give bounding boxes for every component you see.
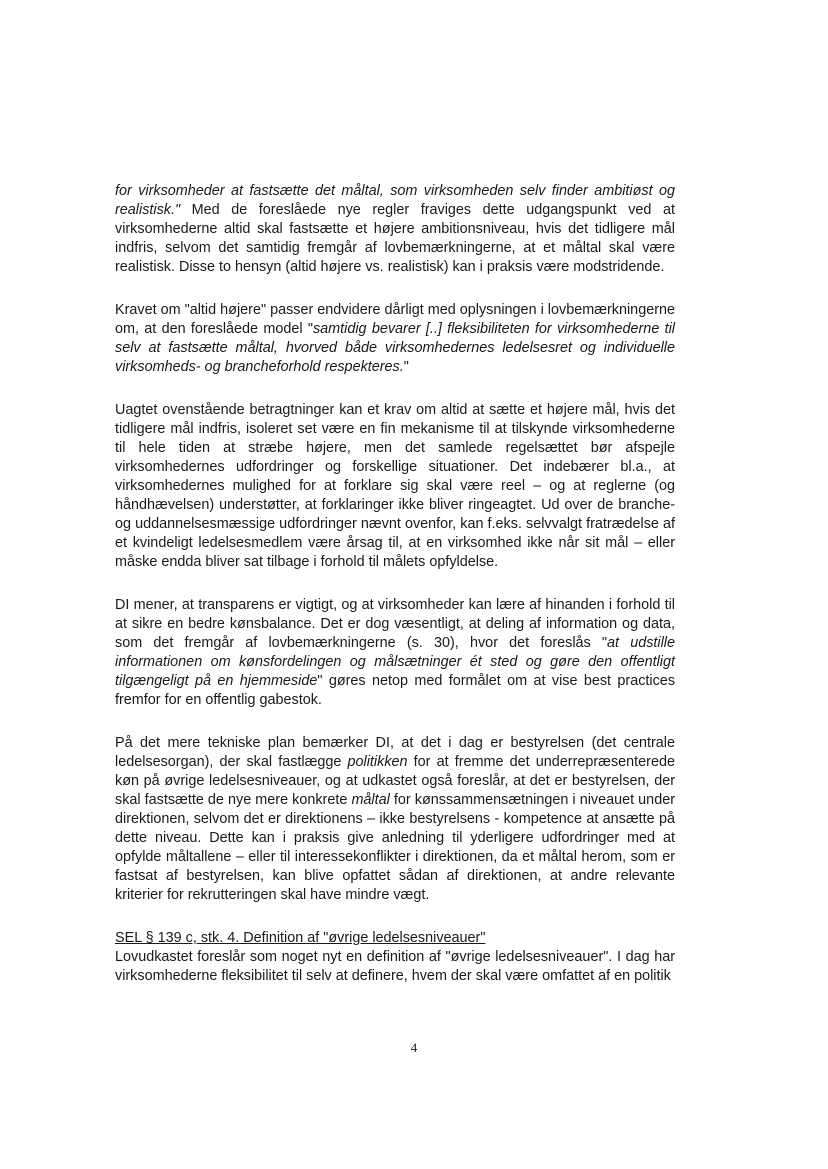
paragraph-1-text: Med de foreslåede nye regler fraviges dette udgangspunkt ved at virksomhederne altid skal fastsætte et højere ambitionsniveau, hvis det tidligere mål indfris, selvom det samtidig fremgår af lovbemærkningerne, at et måltal skal være realistisk. Disse to hensyn (altid højere vs. realistisk) kan i praksis være modstridende. bbox=[115, 202, 675, 275]
paragraph-4-italic-quote: at udstille informationen om kønsfordelingen og målsætninger ét sted og gøre den offentligt tilgængeligt på en hjemmeside bbox=[115, 635, 676, 689]
paragraph-5-italic-politikken: politikken bbox=[347, 754, 408, 770]
paragraph-2-italic-quote: samtidig bevarer [..] fleksibiliteten for virksomhederne til selv at fastsætte måltal, hvorved både virksomhedernes ledelsesret og individuelle virksomheds- og brancheforhold respekteres. bbox=[115, 321, 675, 375]
paragraph-5-text-c: for kønssammensætningen i niveauet under direktionen, selvom det er direktionens – ikke bestyrelsens - kompetence at ansætte på dette niveau. Dette kan i praksis give anledning til yderligere udfordringer med at opfylde måltallene – eller til interessekonflikter i direktionen, da et måltal herom, som er fastsat af bestyrelsen, kan blive opfattet sådan af direktionen, at andre relevante kriterier for rekrutteringen skal have mindre vægt. bbox=[115, 792, 675, 903]
paragraph-2 bbox=[115, 301, 675, 377]
paragraph-4 bbox=[115, 596, 675, 710]
paragraph-4-text-b: " gøres netop med formålet om at vise best practices fremfor for en offentlig gabestok. bbox=[115, 673, 676, 708]
section-heading: SEL § 139 c, stk. 4. Definition af "øvrige ledelsesniveauer" bbox=[115, 930, 486, 946]
section-paragraph: Lovudkastet foreslår som noget nyt en definition af "øvrige ledelsesniveauer". I dag har virksomhederne fleksibilitet til selv at definere, hvem der skal være omfattet af en politik bbox=[115, 949, 675, 984]
paragraph-3 bbox=[115, 401, 675, 572]
paragraph-5-text-b: for at fremme det underrepræsenterede køn på øvrige ledelsesniveauer, og at udkastet også foreslår, at det er bestyrelsen, der skal fastsætte de nye mere konkrete bbox=[115, 754, 675, 808]
document-body bbox=[115, 182, 675, 1010]
paragraph-2-text-b: " bbox=[403, 359, 409, 375]
paragraph-3-text: Uagtet ovenstående betragtninger kan et krav om altid at sætte et højere mål, hvis det tidligere mål indfris, isoleret set være en fin mekanisme til at tilskynde virksomhederne til hele tiden at stræbe højere, men det samlede regelsættet bør afspejle virksomhedernes udfordringer og forskellige situationer. Det indebærer bl.a., at virksomhedernes mulighed for at forklare sig skal være reel – og at reglerne (og håndhævelsen) understøtter, at forklaringer ikke bliver ringeagtet. Ud over de branche- og uddannelsesmæssige udfordringer nævnt ovenfor, kan f.eks. selvvalgt fratrædelse af et kvindeligt ledelsesmedlem være årsag til, at en virksomhed ikke når sit mål – eller måske endda bliver sat tilbage i forhold til målets opfyldelse. bbox=[115, 402, 675, 570]
paragraph-1-italic-quote: for virksomheder at fastsætte det måltal, som virksomheden selv finder ambitiøst og realistisk." bbox=[115, 183, 675, 218]
paragraph-5-text-a: På det mere tekniske plan bemærker DI, at det i dag er bestyrelsen (det centrale ledelsesorgan), der skal fastlægge bbox=[115, 735, 675, 770]
page-number: 4 bbox=[410, 1040, 418, 1055]
paragraph-5 bbox=[115, 734, 675, 905]
paragraph-1 bbox=[115, 182, 675, 277]
paragraph-4-text-a: DI mener, at transparens er vigtigt, og at virksomheder kan lære af hinanden i forhold til at sikre en bedre kønsbalance. Det er dog væsentligt, at deling af information og data, som det fremgår af lovbemærkningerne (s. 30), hvor det foreslås " bbox=[115, 597, 675, 651]
paragraph-2-text-a: Kravet om "altid højere" passer endvidere dårligt med oplysningen i lovbemærkningerne om, at den foreslåede model " bbox=[115, 302, 675, 337]
paragraph-5-italic-maltal: måltal bbox=[351, 792, 390, 808]
